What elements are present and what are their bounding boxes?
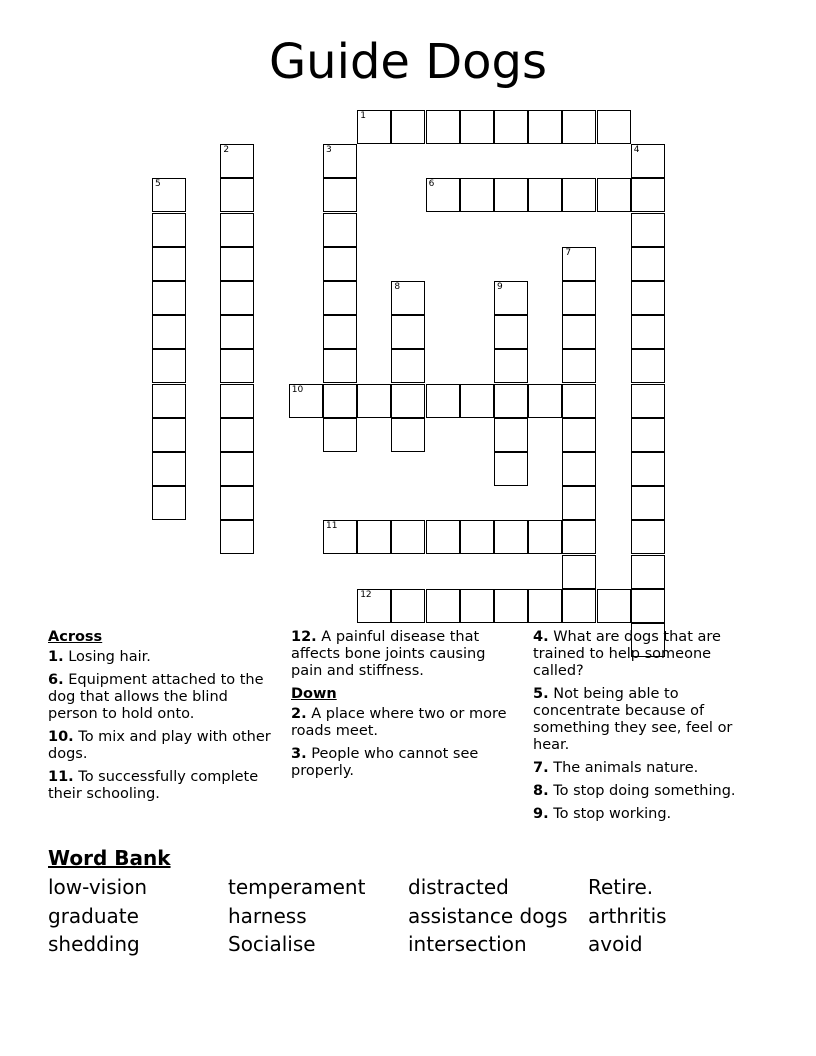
cell-number: 10 <box>291 384 304 395</box>
grid-cell[interactable] <box>562 247 596 281</box>
clue-number: 2. <box>291 706 307 722</box>
grid-cell[interactable] <box>562 555 596 589</box>
grid-cell[interactable] <box>631 315 665 349</box>
clue-text: To mix and play with other dogs. <box>48 729 271 762</box>
cell-number: 1 <box>360 111 366 121</box>
clue-down-8 <box>533 783 765 800</box>
word-bank-item: low-vision <box>48 875 148 899</box>
clue-across-6 <box>48 672 280 723</box>
cell-number: 3 <box>326 145 332 156</box>
grid-cell[interactable] <box>631 418 665 452</box>
clue-across-11 <box>48 769 280 803</box>
clue-across-10 <box>48 729 280 763</box>
grid-cell[interactable] <box>494 589 528 623</box>
cell-number: 9 <box>497 282 503 292</box>
clue-text: What are dogs that are trained to help someone called? <box>533 629 721 679</box>
grid-cell[interactable] <box>220 486 254 520</box>
grid-cell[interactable] <box>631 486 665 520</box>
clue-text: People who cannot see properly. <box>291 746 479 779</box>
grid-cell[interactable] <box>631 589 665 623</box>
grid-cell[interactable] <box>494 178 528 212</box>
clue-down-2 <box>291 706 511 740</box>
grid-cell[interactable] <box>597 589 631 623</box>
grid-cell[interactable] <box>426 520 460 554</box>
grid-cell[interactable] <box>631 178 665 212</box>
grid-cell[interactable] <box>528 110 562 144</box>
grid-cell[interactable] <box>460 520 494 554</box>
grid-cell[interactable] <box>631 247 665 281</box>
grid-cell[interactable] <box>220 384 254 418</box>
grid-cell[interactable] <box>357 110 391 144</box>
clue-number: 12. <box>291 629 317 645</box>
grid-cell[interactable] <box>494 349 528 383</box>
grid-cell[interactable] <box>220 315 254 349</box>
grid-cell[interactable] <box>152 213 186 247</box>
grid-cell[interactable] <box>562 384 596 418</box>
grid-cell[interactable] <box>562 349 596 383</box>
word-bank-item: arthritis <box>588 904 667 928</box>
grid-cell[interactable] <box>152 418 186 452</box>
clue-number: 10. <box>48 729 74 745</box>
clue-text: To successfully complete their schooling. <box>48 769 259 802</box>
grid-cell[interactable] <box>562 520 596 554</box>
clues-column-3 <box>533 629 765 829</box>
grid-cell[interactable] <box>631 281 665 315</box>
grid-cell[interactable] <box>562 452 596 486</box>
grid-cell[interactable] <box>562 281 596 315</box>
word-bank-item: Socialise <box>228 932 316 956</box>
grid-cell[interactable] <box>323 281 357 315</box>
grid-cell[interactable] <box>152 247 186 281</box>
grid-cell[interactable] <box>323 418 357 452</box>
word-bank-item: avoid <box>588 932 643 956</box>
grid-cell[interactable] <box>323 315 357 349</box>
grid-cell[interactable] <box>597 178 631 212</box>
grid-cell[interactable] <box>391 349 425 383</box>
grid-cell[interactable] <box>323 520 357 554</box>
grid-cell[interactable] <box>460 178 494 212</box>
word-bank-item: intersection <box>408 932 527 956</box>
clue-text: Equipment attached to the dog that allows the blind person to hold onto. <box>48 672 264 722</box>
clue-number: 9. <box>533 806 549 822</box>
grid-cell[interactable] <box>562 110 596 144</box>
grid-cell[interactable] <box>357 589 391 623</box>
grid-cell[interactable] <box>152 452 186 486</box>
grid-cell[interactable] <box>631 349 665 383</box>
grid-cell[interactable] <box>631 555 665 589</box>
grid-cell[interactable] <box>528 178 562 212</box>
word-bank-title: Word Bank <box>48 846 171 870</box>
grid-cell[interactable] <box>323 247 357 281</box>
grid-cell[interactable] <box>494 315 528 349</box>
grid-cell[interactable] <box>357 384 391 418</box>
across-heading: Across <box>48 629 103 645</box>
grid-cell[interactable] <box>494 281 528 315</box>
clue-number: 11. <box>48 769 74 785</box>
grid-cell[interactable] <box>426 589 460 623</box>
cell-number: 11 <box>326 521 338 532</box>
clues-column-1 <box>48 629 280 809</box>
grid-cell[interactable] <box>494 520 528 554</box>
clue-down-5 <box>533 686 765 754</box>
word-bank-item: harness <box>228 904 307 928</box>
cell-number: 8 <box>394 282 401 292</box>
clue-text: To stop working. <box>553 806 672 822</box>
grid-cell[interactable] <box>426 178 460 212</box>
grid-cell[interactable] <box>631 384 665 418</box>
cell-number: 5 <box>155 179 161 190</box>
clue-down-4 <box>533 629 765 680</box>
clue-number: 7. <box>533 760 549 776</box>
clues-column-2 <box>291 629 511 786</box>
grid-cell[interactable] <box>631 213 665 247</box>
clue-text: The animals nature. <box>553 760 699 776</box>
grid-cell[interactable] <box>289 384 323 418</box>
clue-number: 1. <box>48 649 64 665</box>
grid-cell[interactable] <box>220 418 254 452</box>
grid-cell[interactable] <box>152 281 186 315</box>
grid-cell[interactable] <box>220 213 254 247</box>
grid-cell[interactable] <box>323 144 357 178</box>
grid-cell[interactable] <box>357 520 391 554</box>
grid-cell[interactable] <box>391 315 425 349</box>
grid-cell[interactable] <box>426 110 460 144</box>
clue-number: 6. <box>48 672 64 688</box>
grid-cell[interactable] <box>631 452 665 486</box>
clue-down-3 <box>291 746 511 780</box>
word-bank-item: Retire. <box>588 875 654 899</box>
word-bank-item: assistance dogs <box>408 904 568 928</box>
grid-cell[interactable] <box>494 418 528 452</box>
grid-cell[interactable] <box>220 247 254 281</box>
cell-number: 6 <box>428 179 435 190</box>
page-title: Guide Dogs <box>268 34 547 90</box>
word-bank-item: shedding <box>48 932 140 956</box>
clue-down-7 <box>533 760 765 777</box>
word-bank-item: temperament <box>228 875 366 899</box>
grid-cell[interactable] <box>460 110 494 144</box>
grid-cell[interactable] <box>562 589 596 623</box>
grid-cell[interactable] <box>460 589 494 623</box>
cell-number: 7 <box>565 247 572 258</box>
grid-cell[interactable] <box>528 520 562 554</box>
grid-cell[interactable] <box>494 384 528 418</box>
grid-cell[interactable] <box>562 486 596 520</box>
cell-number: 12 <box>360 589 372 600</box>
cell-number: 4 <box>633 145 640 156</box>
grid-cell[interactable] <box>323 178 357 212</box>
grid-cell[interactable] <box>426 384 460 418</box>
down-heading: Down <box>291 686 337 702</box>
clue-down-9 <box>533 806 765 823</box>
word-bank-item: graduate <box>48 904 139 928</box>
grid-cell[interactable] <box>152 486 186 520</box>
clue-text: Not being able to concentrate because of something they see, feel or hear. <box>533 686 733 753</box>
clue-across-1 <box>48 649 280 666</box>
clue-number: 5. <box>533 686 549 702</box>
clue-number: 4. <box>533 629 549 645</box>
grid-cell[interactable] <box>323 213 357 247</box>
grid-cell[interactable] <box>323 384 357 418</box>
grid-cell[interactable] <box>460 384 494 418</box>
clue-text: To stop doing something. <box>553 783 736 799</box>
grid-cell[interactable] <box>323 349 357 383</box>
grid-cell[interactable] <box>152 384 186 418</box>
clue-number: 8. <box>533 783 549 799</box>
grid-cell[interactable] <box>391 418 425 452</box>
grid-cell[interactable] <box>220 178 254 212</box>
clue-text: A place where two or more roads meet. <box>291 706 507 739</box>
grid-cell[interactable] <box>528 589 562 623</box>
grid-cell[interactable] <box>631 520 665 554</box>
grid-cell[interactable] <box>391 384 425 418</box>
grid-cell[interactable] <box>220 349 254 383</box>
cell-number: 2 <box>223 145 230 156</box>
grid-cell[interactable] <box>631 144 665 178</box>
word-bank-item: distracted <box>408 875 509 899</box>
grid-cell[interactable] <box>220 452 254 486</box>
clue-text: Losing hair. <box>68 649 151 665</box>
grid-cell[interactable] <box>528 384 562 418</box>
grid-cell[interactable] <box>220 520 254 554</box>
grid-cell[interactable] <box>152 315 186 349</box>
grid-cell[interactable] <box>494 110 528 144</box>
grid-cell[interactable] <box>220 144 254 178</box>
grid-cell[interactable] <box>391 589 425 623</box>
clue-number: 3. <box>291 746 307 762</box>
grid-cell[interactable] <box>562 315 596 349</box>
grid-cell[interactable] <box>494 452 528 486</box>
clue-text: A painful disease that affects bone joints causing pain and stiffness. <box>291 629 486 679</box>
grid-cell[interactable] <box>597 110 631 144</box>
grid-cell[interactable] <box>152 178 186 212</box>
grid-cell[interactable] <box>220 281 254 315</box>
grid-cell[interactable] <box>391 281 425 315</box>
grid-cell[interactable] <box>562 178 596 212</box>
grid-cell[interactable] <box>391 110 425 144</box>
grid-cell[interactable] <box>562 418 596 452</box>
clue-across-12 <box>291 629 511 680</box>
grid-cell[interactable] <box>152 349 186 383</box>
grid-cell[interactable] <box>391 520 425 554</box>
